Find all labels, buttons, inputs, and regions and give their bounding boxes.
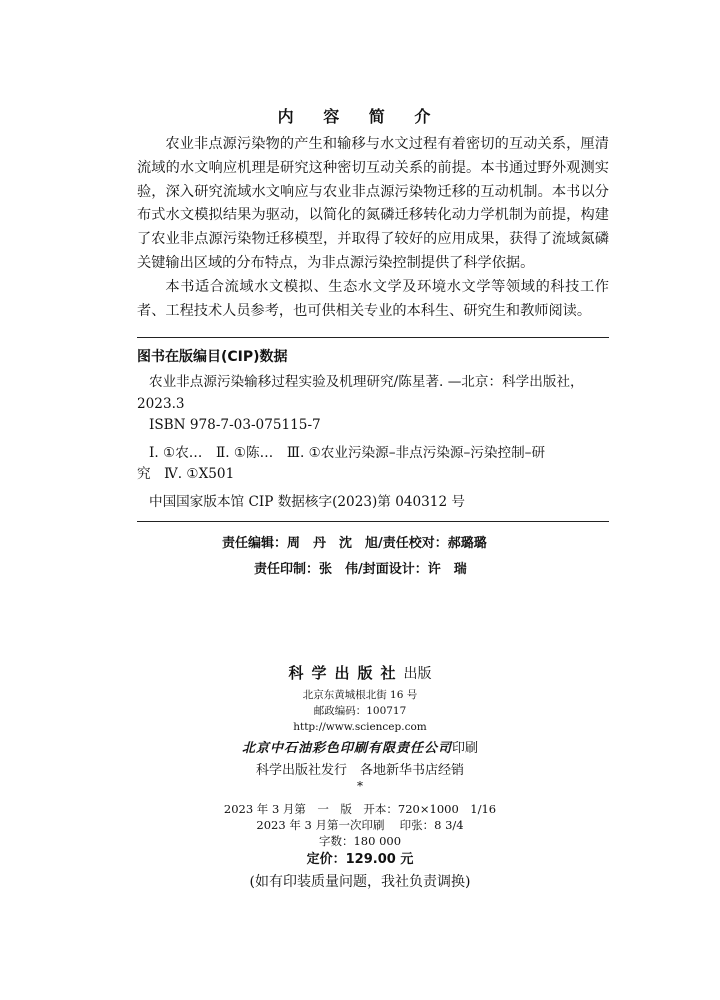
publisher-address: 北京东黄城根北街 16 号 (302, 689, 418, 701)
summary-paragraph-2: 本书适合流域水文模拟、生态水文学及环境水文学等领域的科技工作者、工程技术人员参考，也可供相关专业的本科生、研究生和教师阅读。 (137, 278, 609, 319)
quality-note: (如有印装质量问题，我社负责调换) (249, 874, 471, 890)
publisher-line (0, 660, 720, 687)
divider-top (137, 337, 609, 338)
printing-line: 2023 年 3 月第一次印刷 印张：8 3/4 (256, 818, 464, 832)
cip-record (137, 372, 609, 513)
summary-title: 内 容 简 介 (277, 107, 443, 126)
printer-line (0, 737, 720, 761)
cip-classification-line-2: 究 Ⅳ. ①X501 (137, 466, 235, 482)
cip-classification-line-1: Ⅰ. ①农… Ⅱ. ①陈… Ⅲ. ①农业污染源–非点污染源–污染控制–研 (149, 444, 546, 461)
publisher-suffix: 出版 (403, 666, 432, 682)
summary-paragraph-1: 农业非点源污染物的产生和输移与水文过程有着密切的互动关系，厘清流域的水文响应机理是研究这种密切互动关系的前提。本书通过野外观测实验，深入研究流域水文响应与农业非点源污染物迁移的互动机制。本书以分布式水文模拟结果为驱动，以简化的氮磷迁移转化动力学机制为前提，构建了农业非点源污染物迁移模型，并取得了较好的应用成果，获得了流域氮磷关键输出区域的分布特点，为非点源污染控制提供了科学依据。 (137, 136, 609, 271)
publisher-postcode: 邮政编码：100717 (313, 705, 407, 717)
printer-name: 北京中石油彩色印刷有限责任公司 (241, 741, 452, 756)
divider-bottom (137, 521, 609, 522)
publisher-website: http://www.sciencep.com (293, 721, 427, 733)
cip-title: 图书在版编目(CIP)数据 (137, 349, 288, 365)
price: 定价：129.00 元 (306, 852, 414, 867)
editors-line-1: 责任编辑：周 丹 沈 旭/责任校对：郝璐璐 (222, 536, 487, 551)
word-count: 字数：180 000 (318, 834, 402, 848)
editors-block (0, 531, 720, 583)
editors-line-2: 责任印制：张 伟/封面设计：许 瑞 (254, 562, 467, 577)
cip-record-line-2: 2023.3 (137, 395, 185, 412)
cip-isbn: ISBN 978-7-03-075115-7 (149, 417, 321, 433)
cip-record-line-1: 农业非点源污染输移过程实验及机理研究/陈星著. —北京：科学出版社， (149, 374, 584, 390)
separator-star: * (357, 779, 363, 793)
distribution-line: 科学出版社发行 各地新华书店经销 (255, 763, 464, 778)
edition-line: 2023 年 3 月第 一 版 开本：720×1000 1/16 (223, 802, 497, 816)
printer-suffix: 印刷 (452, 741, 479, 756)
publisher-name: 科学出版社 (288, 664, 404, 682)
summary-body (137, 133, 609, 323)
cip-number: 中国国家版本馆 CIP 数据核字(2023)第 040312 号 (149, 493, 466, 510)
publication-info (0, 660, 720, 893)
